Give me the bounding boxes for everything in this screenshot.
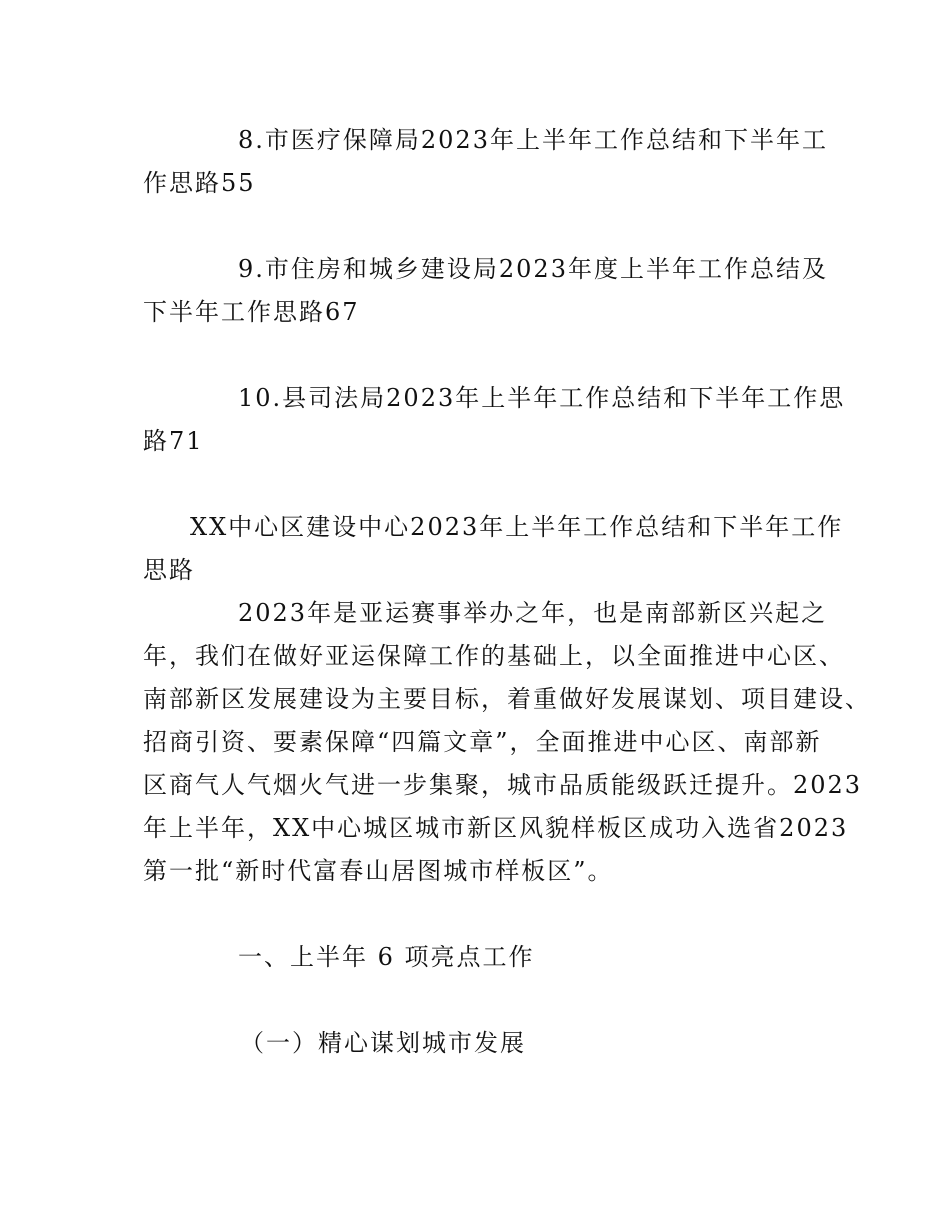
paragraph-line: 2023年是亚运赛事举办之年，也是南部新区兴起之 [238,599,828,627]
document-title-line1: XX中心区建设中心2023年上半年工作总结和下半年工作 [190,513,844,541]
paragraph-line: 年上半年，XX中心城区城市新区风貌样板区成功入选省2023 [143,814,849,842]
toc-item-8-line2: 作思路55 [143,169,256,197]
paragraph-line: 区商气人气烟火气进一步集聚，城市品质能级跃迁提升。2023 [143,771,863,799]
paragraph-line: 第一批“新时代富春山居图城市样板区”。 [143,857,614,885]
toc-item-8-line1: 8.市医疗保障局2023年上半年工作总结和下半年工 [238,126,828,154]
paragraph-line: 年，我们在做好亚运保障工作的基础上，以全面推进中心区、 [143,642,845,670]
paragraph-line: 招商引资、要素保障“四篇文章”，全面推进中心区、南部新 [143,728,822,756]
paragraph-line: 南部新区发展建设为主要目标，着重做好发展谋划、项目建设、 [143,685,871,713]
toc-item-10-line1: 10.县司法局2023年上半年工作总结和下半年工作思 [238,384,846,412]
section-heading: 一、上半年 6 项亮点工作 [238,943,535,971]
toc-item-9-line1: 9.市住房和城乡建设局2023年度上半年工作总结及 [238,255,828,283]
document-title-line2: 思路 [143,556,195,584]
subsection-heading: （一）精心谋划城市发展 [240,1029,526,1057]
toc-item-9-line2: 下半年工作思路67 [143,298,360,326]
toc-item-10-line2: 路71 [143,427,204,455]
